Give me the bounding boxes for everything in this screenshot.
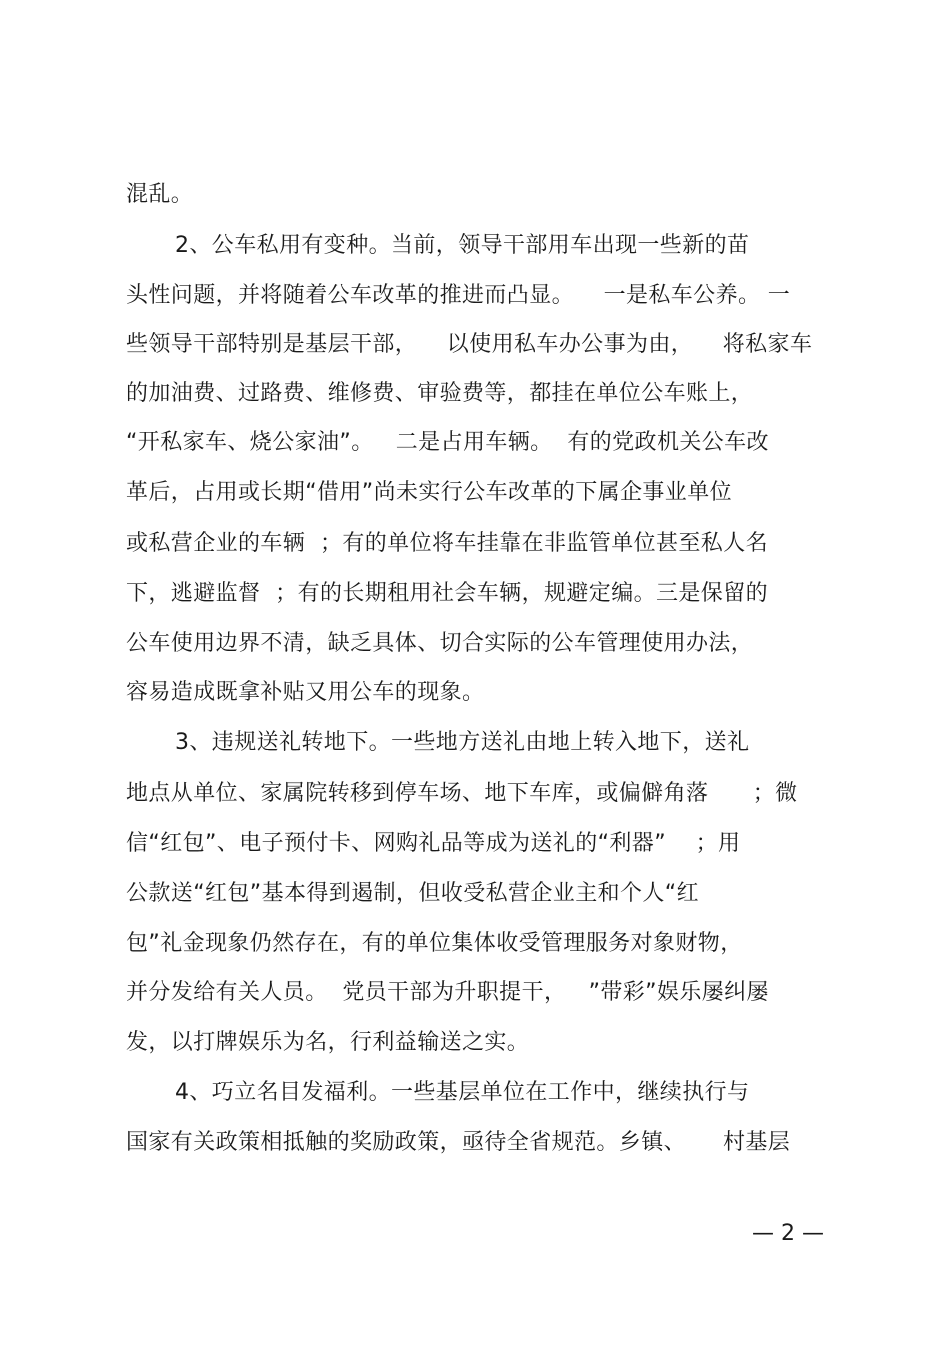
- text-line-8: 或私营企业的车辆 ；有的单位将车挂靠在非监管单位甚至私人名: [126, 531, 768, 556]
- text-line-10: 公车使用边界不清，缺乏具体、切合实际的公车管理使用办法，: [126, 631, 754, 656]
- text-line-4: 些领导干部特别是基层干部， 以使用私车办公事为由， 将私家车: [126, 332, 813, 357]
- text-line-13: 地点从单位、家属院转移到停车场、地下车库，或偏僻角落 ；微: [126, 781, 798, 806]
- text-line-20: 国家有关政策相抵触的奖励政策，亟待全省规范。乡镇、 村基层: [126, 1130, 791, 1155]
- text-line-9: 下，逃避监督 ；有的长期租用社会车辆，规避定编。三是保留的: [126, 581, 768, 606]
- text-line-5: 的加油费、过路费、维修费、审验费等，都挂在单位公车账上，: [126, 381, 754, 406]
- text-line-17: 并分发给有关人员。 党员干部为升职提干， ”带彩”娱乐屡纠屡: [126, 980, 769, 1005]
- text-line-16: 包”礼金现象仍然存在，有的单位集体收受管理服务对象财物，: [126, 931, 743, 956]
- text-line-14: 信“红包”、电子预付卡、网购礼品等成为送礼的“利器” ；用: [126, 831, 741, 856]
- text-line-2: 2、公车私用有变种。当前，领导干部用车出现一些新的苗: [175, 233, 750, 258]
- text-line-1: 混乱。: [126, 182, 194, 207]
- text-line-11: 容易造成既拿补贴又用公车的现象。: [126, 680, 485, 705]
- text-line-15: 公款送“红包”基本得到遏制，但收受私营企业主和个人“红: [126, 881, 699, 906]
- page-number: — 2 —: [752, 1221, 824, 1246]
- text-line-3: 头性问题，并将随着公车改革的推进而凸显。 一是私车公养。 一: [126, 283, 791, 308]
- text-line-12: 3、违规送礼转地下。一些地方送礼由地上转入地下，送礼: [175, 730, 750, 755]
- text-line-6: “开私家车、烧公家油”。 二是占用车辆。 有的党政机关公车改: [126, 430, 769, 455]
- text-line-19: 4、巧立名目发福利。一些基层单位在工作中，继续执行与: [175, 1080, 750, 1105]
- text-line-7: 革后，占用或长期“借用”尚未实行公车改革的下属企事业单位: [126, 480, 732, 505]
- text-line-18: 发，以打牌娱乐为名，行利益输送之实。: [126, 1030, 530, 1055]
